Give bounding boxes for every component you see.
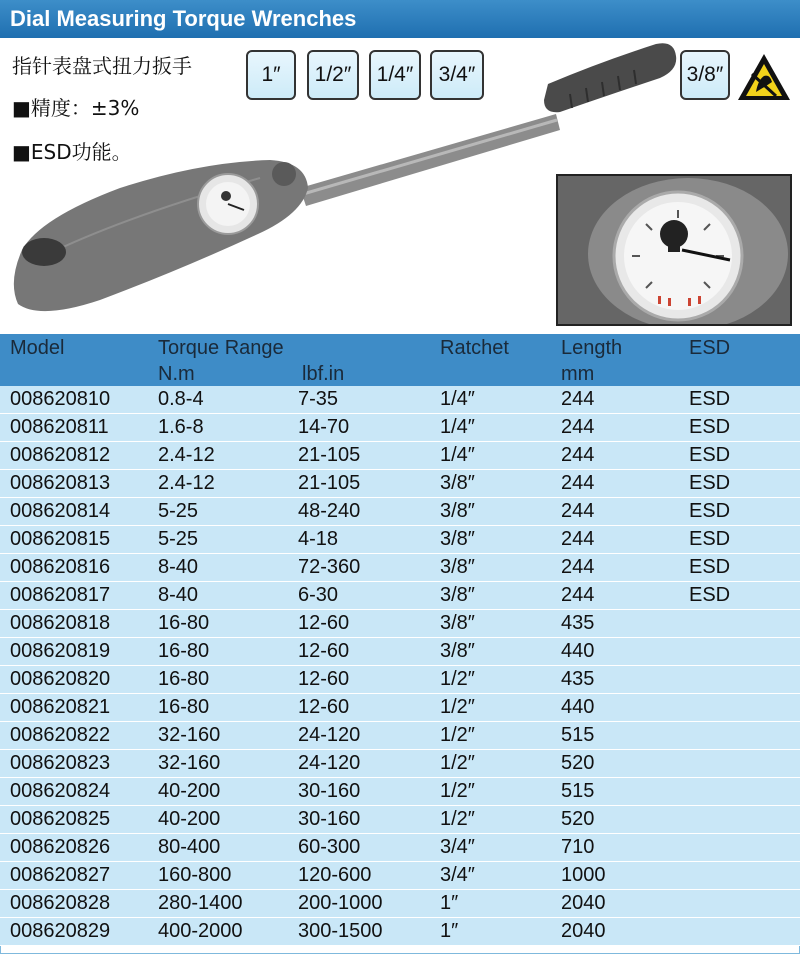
cell-ratchet: 3/8″ [440, 640, 475, 662]
cell-torque-lbf: 21-105 [298, 472, 361, 494]
cell-torque-nm: 400-2000 [158, 920, 243, 942]
cell-ratchet: 1/2″ [440, 696, 475, 718]
cell-length: 244 [561, 500, 595, 522]
cell-torque-nm: 32-160 [158, 724, 221, 746]
cell-model: 008620824 [10, 780, 111, 802]
cell-torque-lbf: 300-1500 [298, 920, 383, 942]
drive-size-3-8: 3/8″ [680, 50, 730, 100]
wrench-shaft [300, 114, 560, 206]
cell-torque-lbf: 30-160 [298, 808, 361, 830]
table-row [0, 666, 800, 694]
cell-torque-nm: 16-80 [158, 640, 210, 662]
cell-torque-lbf: 60-300 [298, 836, 361, 858]
cell-torque-nm: 160-800 [158, 864, 232, 886]
cell-esd: ESD [689, 584, 731, 606]
cell-length: 710 [561, 836, 595, 858]
cell-length: 244 [561, 416, 595, 438]
cell-torque-lbf: 14-70 [298, 416, 350, 438]
cell-ratchet: 3/4″ [440, 864, 475, 886]
header-length: Length [561, 337, 623, 359]
cell-model: 008620828 [10, 892, 111, 914]
cell-ratchet: 3/8″ [440, 612, 475, 634]
cell-torque-nm: 1.6-8 [158, 416, 204, 438]
cell-torque-lbf: 7-35 [298, 388, 339, 410]
cell-ratchet: 1/4″ [440, 416, 475, 438]
cell-length: 244 [561, 584, 595, 606]
cell-ratchet: 1/4″ [440, 388, 475, 410]
cell-model: 008620825 [10, 808, 111, 830]
table-row [0, 834, 800, 862]
table-row [0, 498, 800, 526]
cell-torque-nm: 80-400 [158, 836, 221, 858]
cell-torque-lbf: 12-60 [298, 668, 350, 690]
esd-warning-icon [736, 52, 792, 102]
cell-model: 008620819 [10, 640, 111, 662]
cell-torque-nm: 8-40 [158, 556, 199, 578]
cell-ratchet: 1/2″ [440, 808, 475, 830]
cell-esd: ESD [689, 388, 731, 410]
cell-length: 244 [561, 444, 595, 466]
cell-model: 008620818 [10, 612, 111, 634]
cell-torque-nm: 32-160 [158, 752, 221, 774]
wrench-body [14, 160, 308, 311]
cell-torque-lbf: 6-30 [298, 584, 339, 606]
table-row [0, 722, 800, 750]
title-bar [0, 0, 800, 38]
cell-ratchet: 3/8″ [440, 556, 475, 578]
cell-torque-nm: 280-1400 [158, 892, 243, 914]
drive-size-1-4: 1/4″ [369, 50, 421, 100]
cell-model: 008620822 [10, 724, 111, 746]
cell-model: 008620814 [10, 500, 111, 522]
product-hero [0, 38, 800, 334]
cell-model: 008620823 [10, 752, 111, 774]
cell-length: 244 [561, 472, 595, 494]
table-row [0, 526, 800, 554]
cell-torque-nm: 40-200 [158, 808, 221, 830]
cell-torque-lbf: 24-120 [298, 724, 361, 746]
table-row [0, 750, 800, 778]
feature-dial-type: 指针表盘式扭力扳手 [12, 54, 192, 78]
wrench-grip [544, 43, 676, 112]
cell-esd: ESD [689, 416, 731, 438]
cell-torque-nm: 16-80 [158, 612, 210, 634]
cell-torque-lbf: 24-120 [298, 752, 361, 774]
dial-closeup-image [556, 174, 792, 326]
cell-length: 2040 [561, 892, 606, 914]
cell-torque-lbf: 12-60 [298, 696, 350, 718]
cell-model: 008620812 [10, 444, 111, 466]
cell-length: 244 [561, 528, 595, 550]
header-ratchet: Ratchet [440, 337, 509, 359]
cell-esd: ESD [689, 528, 731, 550]
feature-esd: ■ESD功能。 [12, 140, 132, 164]
cell-ratchet: 1/4″ [440, 444, 475, 466]
cell-model: 008620811 [10, 416, 109, 438]
header-lbf: lbf.in [302, 363, 345, 385]
header-model: Model [10, 337, 65, 359]
table-row [0, 582, 800, 610]
cell-length: 435 [561, 668, 595, 690]
cell-ratchet: 3/8″ [440, 584, 475, 606]
cell-torque-nm: 40-200 [158, 780, 221, 802]
cell-torque-lbf: 48-240 [298, 500, 361, 522]
cell-ratchet: 3/8″ [440, 528, 475, 550]
table-row [0, 806, 800, 834]
cell-model: 008620817 [10, 584, 111, 606]
header-nm: N.m [158, 363, 195, 385]
table-row [0, 442, 800, 470]
drive-size-1: 1″ [246, 50, 296, 100]
cell-model: 008620815 [10, 528, 111, 550]
cell-ratchet: 1/2″ [440, 752, 475, 774]
cell-torque-lbf: 72-360 [298, 556, 361, 578]
cell-torque-lbf: 12-60 [298, 640, 350, 662]
header-torque-range: Torque Range [158, 337, 284, 359]
cell-length: 435 [561, 612, 595, 634]
cell-ratchet: 1″ [440, 892, 459, 914]
cell-torque-nm: 5-25 [158, 500, 199, 522]
cell-torque-nm: 2.4-12 [158, 472, 215, 494]
table-row [0, 862, 800, 890]
table-row [0, 890, 800, 918]
drive-size-1-2: 1/2″ [307, 50, 359, 100]
cell-model: 008620829 [10, 920, 111, 942]
cell-torque-lbf: 12-60 [298, 612, 350, 634]
cell-ratchet: 3/8″ [440, 500, 475, 522]
table-row [0, 638, 800, 666]
table-header [0, 334, 800, 386]
drive-size-3-4: 3/4″ [430, 50, 484, 100]
cell-torque-lbf: 4-18 [298, 528, 339, 550]
header-length-unit: mm [561, 363, 595, 385]
header-esd: ESD [689, 337, 731, 359]
table-row [0, 554, 800, 582]
cell-torque-lbf: 21-105 [298, 444, 361, 466]
cell-length: 515 [561, 724, 595, 746]
table-row [0, 918, 800, 946]
cell-ratchet: 1/2″ [440, 668, 475, 690]
cell-esd: ESD [689, 444, 731, 466]
cell-model: 008620816 [10, 556, 111, 578]
cell-length: 244 [561, 556, 595, 578]
cell-model: 008620821 [10, 696, 111, 718]
cell-esd: ESD [689, 556, 731, 578]
cell-torque-nm: 16-80 [158, 696, 210, 718]
cell-torque-nm: 2.4-12 [158, 444, 215, 466]
cell-model: 008620813 [10, 472, 111, 494]
cell-model: 008620810 [10, 388, 111, 410]
cell-torque-lbf: 200-1000 [298, 892, 383, 914]
cell-length: 440 [561, 640, 595, 662]
cell-length: 515 [561, 780, 595, 802]
table-row [0, 694, 800, 722]
cell-length: 2040 [561, 920, 606, 942]
cell-torque-nm: 8-40 [158, 584, 199, 606]
cell-ratchet: 3/8″ [440, 472, 475, 494]
cell-length: 1000 [561, 864, 606, 886]
cell-torque-nm: 5-25 [158, 528, 199, 550]
table-row [0, 386, 800, 414]
cell-torque-nm: 0.8-4 [158, 388, 204, 410]
cell-torque-lbf: 30-160 [298, 780, 361, 802]
page-title: Dial Measuring Torque Wrenches [10, 6, 357, 31]
cell-torque-lbf: 120-600 [298, 864, 372, 886]
cell-ratchet: 3/4″ [440, 836, 475, 858]
feature-accuracy: ■精度：±3% [12, 96, 140, 120]
cell-esd: ESD [689, 472, 731, 494]
cell-length: 440 [561, 696, 595, 718]
cell-model: 008620820 [10, 668, 111, 690]
table-row [0, 470, 800, 498]
cell-length: 244 [561, 388, 595, 410]
cell-ratchet: 1/2″ [440, 780, 475, 802]
table-body [0, 386, 800, 946]
cell-model: 008620826 [10, 836, 111, 858]
cell-ratchet: 1/2″ [440, 724, 475, 746]
cell-esd: ESD [689, 500, 731, 522]
cell-ratchet: 1″ [440, 920, 459, 942]
table-row [0, 414, 800, 442]
cell-torque-nm: 16-80 [158, 668, 210, 690]
cell-length: 520 [561, 808, 595, 830]
table-row [0, 778, 800, 806]
cell-model: 008620827 [10, 864, 111, 886]
cell-length: 520 [561, 752, 595, 774]
table-row [0, 610, 800, 638]
